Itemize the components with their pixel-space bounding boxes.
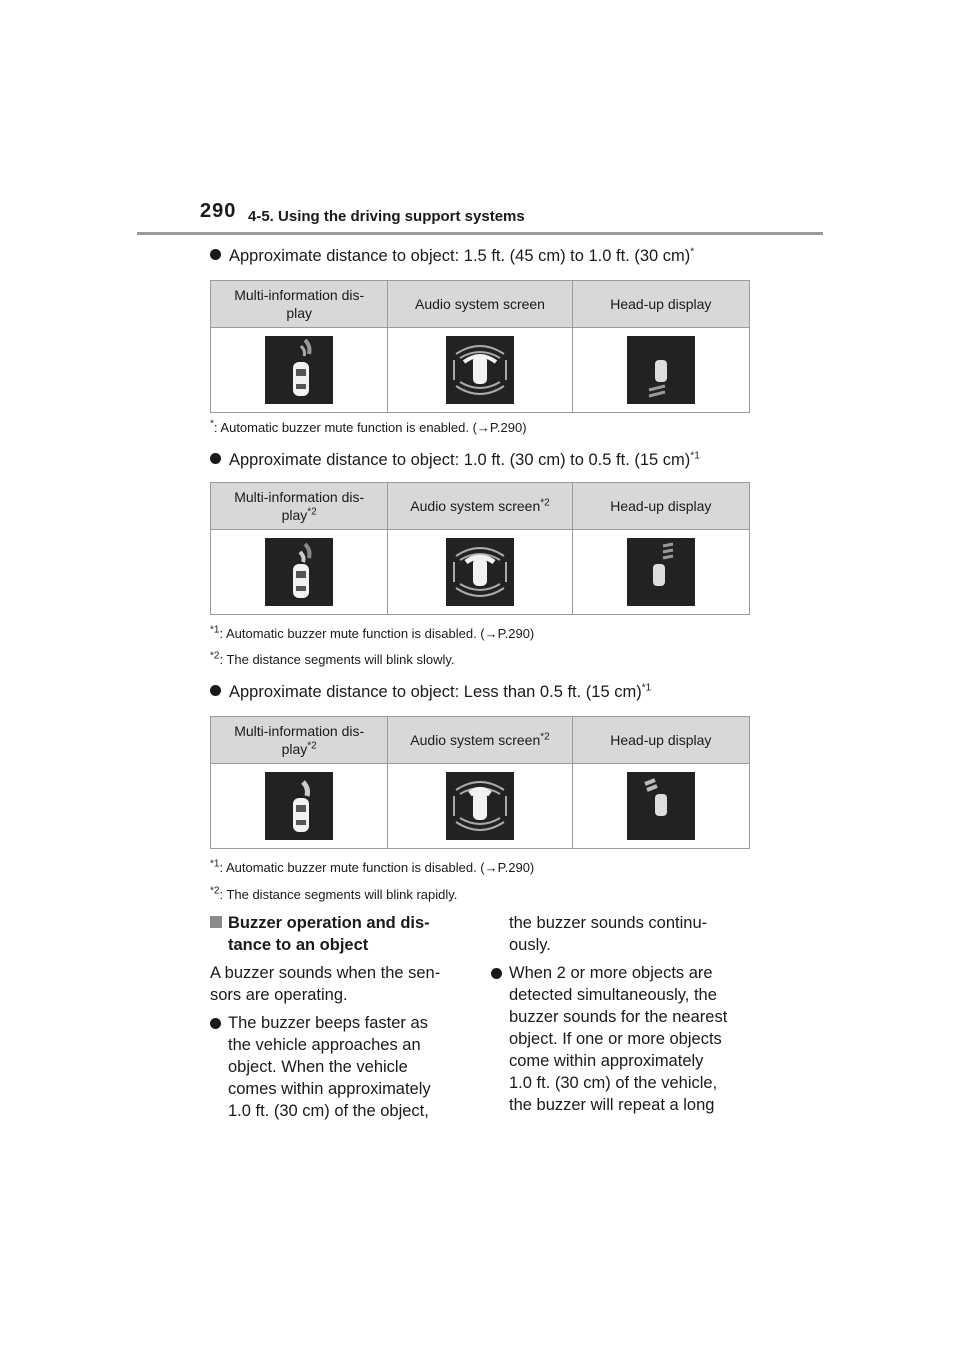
note-2b: $^{*2}$: The distance segments will blink slowly.: [210, 650, 455, 667]
section-title: 4-5. Using the driving support systems: [248, 208, 525, 225]
buzzer-bullet-2: When 2 or more objects are detected simultaneously, the buzzer sounds for the nearest object. If one or more objects come within approximately 1.0 ft. (30 cm) of the vehicle, the buzzer will repeat a long: [491, 962, 771, 1122]
square-marker-icon: [210, 916, 222, 928]
page-number: 290: [200, 200, 237, 222]
hud-vehicle-icon: [627, 772, 695, 840]
buzzer-bullet-1: The buzzer beeps faster as the vehicle approaches an object. When the vehicle comes within approximately 1.0 ft. (30 cm) of the object,: [210, 1012, 470, 1132]
bullet-icon: [210, 453, 221, 464]
col-hud: Head-up display: [572, 717, 749, 764]
vehicle-with-sensor-arcs-icon: [446, 538, 514, 606]
distance-heading-3: Approximate distance to object: Less than 0.5 ft. (15 cm)$^{*1}$: [210, 683, 651, 702]
bullet-icon: [210, 1018, 221, 1029]
header-rule: [137, 232, 823, 235]
bullet-icon: [210, 249, 221, 260]
vehicle-top-view-icon: [265, 538, 333, 606]
col-hud: Head-up display: [572, 281, 749, 328]
note-2a: $^{*1}$: Automatic buzzer mute function is disabled. (→P.290): [210, 624, 535, 641]
bullet-icon: [491, 968, 502, 979]
vehicle-top-view-icon: [265, 336, 333, 404]
hud-vehicle-icon: [627, 336, 695, 404]
vehicle-top-view-icon: [265, 772, 333, 840]
col-multi-info: Multi-information dis- play: [211, 281, 388, 328]
distance-heading-1: Approximate distance to object: 1.5 ft. (45 cm) to 1.0 ft. (30 cm)*: [210, 247, 694, 266]
distance-heading-2: Approximate distance to object: 1.0 ft. (30 cm) to 0.5 ft. (15 cm)$^{*1}$: [210, 451, 700, 470]
col-audio: Audio system screen$^{*2}$: [388, 483, 572, 530]
note-3a: $^{*1}$: Automatic buzzer mute function is disabled. (→P.290): [210, 858, 535, 875]
vehicle-with-sensor-arcs-icon: [446, 772, 514, 840]
bullet-icon: [210, 685, 221, 696]
display-table-3: [210, 716, 750, 849]
buzzer-bullet-1-continued: the buzzer sounds continu- ously.: [509, 914, 708, 954]
buzzer-intro: A buzzer sounds when the sen- sors are operating.: [210, 964, 441, 1004]
buzzer-heading: Buzzer operation and dis- tance to an object: [210, 912, 430, 956]
col-multi-info: Multi-information dis- play$^{*2}$: [211, 717, 388, 764]
col-hud: Head-up display: [572, 483, 749, 530]
display-table-2: [210, 482, 750, 615]
col-multi-info: Multi-information dis- play$^{*2}$: [211, 483, 388, 530]
note-3b: $^{*2}$: The distance segments will blink rapidly.: [210, 885, 458, 902]
hud-vehicle-icon: [627, 538, 695, 606]
vehicle-with-sensor-arcs-icon: [446, 336, 514, 404]
note-1a: *: Automatic buzzer mute function is enabled. (→P.290): [210, 418, 527, 435]
col-audio: Audio system screen: [388, 281, 572, 328]
display-table-1: [210, 280, 750, 413]
col-audio: Audio system screen$^{*2}$: [388, 717, 572, 764]
